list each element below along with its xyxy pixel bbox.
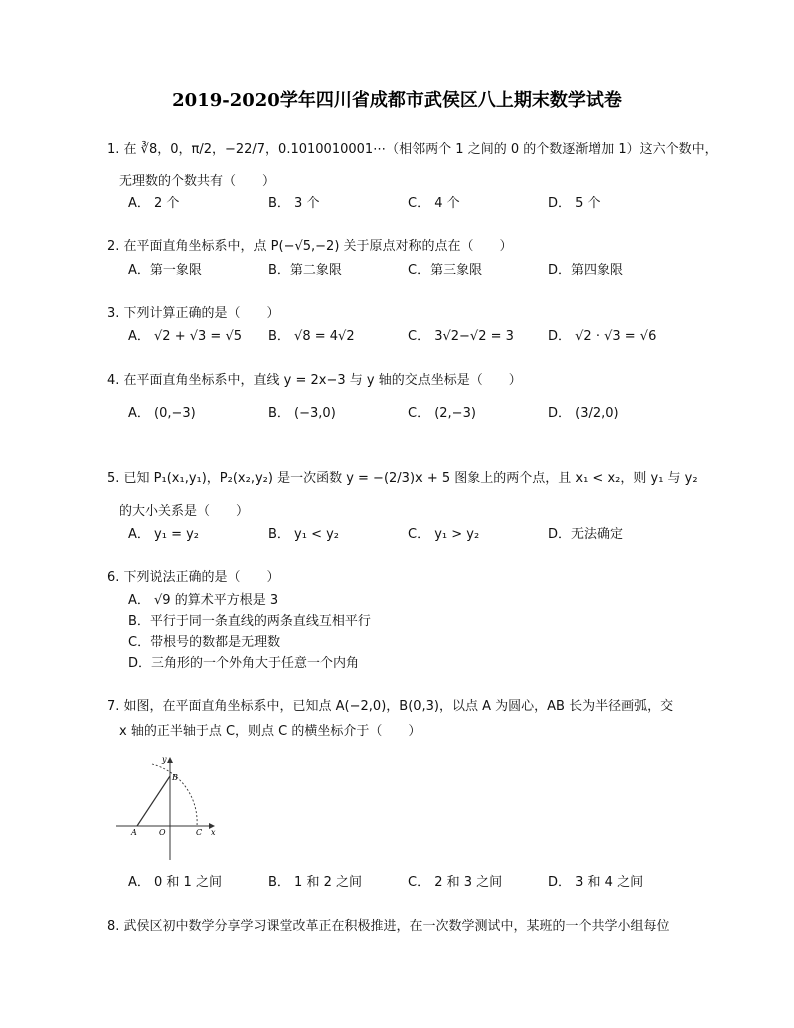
question-2-option-a: A．第一象限 xyxy=(128,263,202,278)
label-b: B xyxy=(172,773,178,782)
question-1-option-a: A． 2 个 xyxy=(128,196,180,211)
question-5-stem-cont: 的大小关系是（ ） xyxy=(119,504,250,519)
question-6-option-b: B．平行于同一条直线的两条直线互相平行 xyxy=(128,614,371,629)
question-6-option-a: A． √9 的算术平方根是 3 xyxy=(128,593,279,608)
question-7-stem: 7. 如图，在平面直角坐标系中，已知点 A(−2,0)，B(0,3)，以点 A 为圆心，AB 长为半径画弧，交 xyxy=(107,699,674,714)
question-6-option-c: C．带根号的数都是无理数 xyxy=(128,635,281,650)
question-3-option-a: A． √2 + √3 = √5 xyxy=(128,329,243,344)
question-4-option-b: B． (−3,0) xyxy=(268,406,336,421)
page-title: 2019-2020学年四川省成都市武侯区八上期末数学试卷 xyxy=(172,90,622,111)
question-5-option-d: D．无法确定 xyxy=(548,527,624,542)
question-1-option-b: B． 3 个 xyxy=(268,196,320,211)
label-c: C xyxy=(196,828,203,837)
question-7-option-d: D． 3 和 4 之间 xyxy=(548,875,644,890)
question-5-option-a: A． y₁ = y₂ xyxy=(128,527,199,542)
question-1-option-d: D． 5 个 xyxy=(548,196,601,211)
question-1-stem-cont: 无理数的个数共有（ ） xyxy=(119,174,276,189)
question-5-stem: 5. 已知 P₁(x₁,y₁)，P₂(x₂,y₂) 是一次函数 y = −(2/3)x + 5 图象上的两个点，且 x₁ < x₂，则 y₁ 与 y₂ xyxy=(107,471,698,486)
question-3-option-d: D． √2 · √3 = √6 xyxy=(548,329,657,344)
question-3-stem: 3. 下列计算正确的是（ ） xyxy=(107,306,280,321)
question-4-stem: 4. 在平面直角坐标系中，直线 y = 2x−3 与 y 轴的交点坐标是（ ） xyxy=(107,373,522,388)
question-3-option-b: B． √8 = 4√2 xyxy=(268,329,355,344)
question-2-stem: 2. 在平面直角坐标系中，点 P(−√5,−2) 关于原点对称的点在（ ） xyxy=(107,239,513,254)
segment-ab xyxy=(137,776,170,826)
question-7-stem-cont: x 轴的正半轴于点 C，则点 C 的横坐标介于（ ） xyxy=(119,724,422,739)
question-7-option-c: C． 2 和 3 之间 xyxy=(408,875,503,890)
label-o: O xyxy=(159,828,166,837)
label-a: A xyxy=(131,828,137,837)
question-2-option-c: C．第三象限 xyxy=(408,263,483,278)
question-5-option-b: B． y₁ < y₂ xyxy=(268,527,340,542)
question-5-option-c: C． y₁ > y₂ xyxy=(408,527,480,542)
question-4-option-d: D． (3/2,0) xyxy=(548,406,619,421)
question-2-option-b: B．第二象限 xyxy=(268,263,342,278)
label-x: x xyxy=(211,828,216,837)
coordinate-diagram xyxy=(112,752,222,862)
question-1-option-c: C． 4 个 xyxy=(408,196,460,211)
question-8-stem: 8. 武侯区初中数学分享学习课堂改革正在积极推进，在一次数学测试中，某班的一个共学小组每位 xyxy=(107,919,670,934)
label-y: y xyxy=(162,755,167,764)
question-4-option-a: A． (0,−3) xyxy=(128,406,196,421)
question-7-option-b: B． 1 和 2 之间 xyxy=(268,875,362,890)
question-6-option-d: D．三角形的一个外角大于任意一个内角 xyxy=(128,656,360,671)
question-2-option-d: D．第四象限 xyxy=(548,263,624,278)
question-7-option-a: A． 0 和 1 之间 xyxy=(128,875,222,890)
question-6-stem: 6. 下列说法正确的是（ ） xyxy=(107,570,280,585)
question-3-option-c: C． 3√2−√2 = 3 xyxy=(408,329,514,344)
question-1-stem: 1. 在 ∛8，0，π/2，−22/7，0.1010010001⋯（相邻两个 1 之间的 0 的个数逐渐增加 1）这六个数中， xyxy=(107,142,718,157)
question-4-option-c: C． (2,−3) xyxy=(408,406,476,421)
